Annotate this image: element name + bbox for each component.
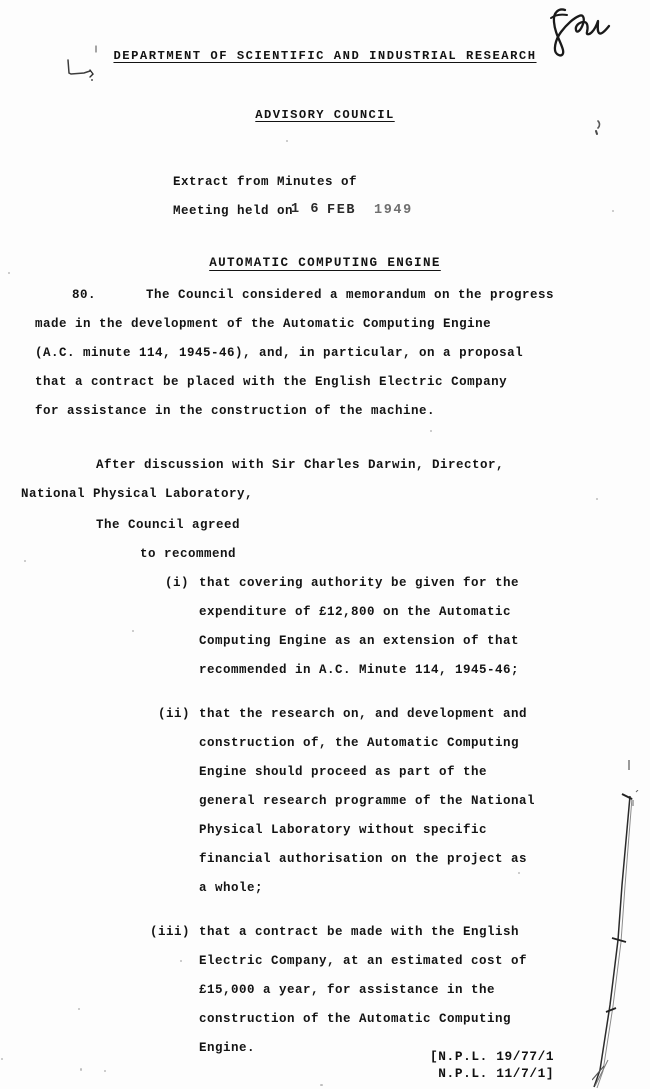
recommendation-marker-ii: (ii): [158, 707, 191, 721]
paper-speckle: [24, 560, 26, 562]
paper-speckle: [286, 140, 288, 142]
extract-line: Extract from Minutes of: [173, 175, 358, 189]
paper-speckle: [180, 960, 182, 962]
paper-speckle: [104, 1070, 106, 1072]
paper-speckle: [132, 630, 134, 632]
recommendation-ii-line: that the research on, and development and: [199, 707, 528, 721]
to-recommend-line: to recommend: [140, 547, 237, 561]
date-stamp-year: 1949: [374, 203, 413, 218]
recommendation-iii-line: that a contract be made with the English: [199, 925, 520, 939]
date-stamp-day: 1 6: [291, 202, 321, 217]
reference-line-2: N.P.L. 11/7/1]: [430, 1066, 555, 1081]
department-heading: DEPARTMENT OF SCIENTIFIC AND INDUSTRIAL RESEARCH: [113, 49, 537, 63]
recommendation-i-line: expenditure of £12,800 on the Automatic: [199, 605, 512, 619]
recommendation-i-line: recommended in A.C. Minute 114, 1945-46;: [199, 663, 520, 677]
recommendation-ii-line: a whole;: [199, 881, 264, 895]
paragraph-2-line: After discussion with Sir Charles Darwin, Director,: [96, 458, 505, 472]
council-agreed-line: The Council agreed: [96, 518, 241, 532]
recommendation-ii-line: Engine should proceed as part of the: [199, 765, 488, 779]
advisory-council-heading: ADVISORY COUNCIL: [255, 108, 395, 122]
scan-edge-fleck: [628, 760, 630, 770]
reference-line-1: [N.P.L. 19/77/1: [430, 1049, 555, 1064]
recommendation-marker-iii: (iii): [150, 925, 191, 939]
recommendation-iii-line: Engine.: [199, 1041, 256, 1055]
paper-speckle: [612, 210, 614, 212]
paper-speckle: [8, 272, 10, 274]
paper-speckle: [1, 1058, 3, 1060]
date-stamp-month: FEB: [327, 203, 357, 218]
scan-edge-fleck: [632, 800, 634, 806]
recommendation-ii-line: general research programme of the National: [199, 794, 536, 808]
recommendation-iii-line: £15,000 a year, for assistance in the: [199, 983, 496, 997]
paragraph-1-line: The Council considered a memorandum on the progress: [146, 288, 555, 302]
paragraph-1-line: for assistance in the construction of the machine.: [35, 404, 436, 418]
recommendation-marker-i: (i): [165, 576, 190, 590]
scan-edge-line-icon: [592, 790, 650, 1089]
paper-speckle: [518, 872, 520, 874]
paper-speckle: [78, 1008, 80, 1010]
recommendation-i-line: Computing Engine as an extension of that: [199, 634, 520, 648]
paragraph-1-line: that a contract be placed with the English Electric Company: [35, 375, 508, 389]
paragraph-1-line: made in the development of the Automatic Computing Engine: [35, 317, 492, 331]
recommendation-iii-line: construction of the Automatic Computing: [199, 1012, 512, 1026]
paragraph-2-line: National Physical Laboratory,: [21, 487, 254, 501]
recommendation-ii-line: Physical Laboratory without specific: [199, 823, 488, 837]
recommendation-ii-line: financial authorisation on the project as: [199, 852, 528, 866]
paper-speckle: [80, 1068, 82, 1071]
paper-speckle: [320, 1084, 323, 1086]
recommendation-iii-line: Electric Company, at an estimated cost of: [199, 954, 528, 968]
document-title: AUTOMATIC COMPUTING ENGINE: [209, 256, 441, 270]
meeting-held-label: Meeting held on: [173, 204, 294, 218]
paragraph-1-line: (A.C. minute 114, 1945-46), and, in particular, on a proposal: [35, 346, 524, 360]
pencil-tick-icon: [590, 118, 608, 140]
paper-speckle: [596, 498, 598, 500]
recommendation-ii-line: construction of, the Automatic Computing: [199, 736, 520, 750]
paper-speckle: [430, 430, 432, 432]
item-number: 80.: [72, 288, 97, 302]
recommendation-i-line: that covering authority be given for the: [199, 576, 520, 590]
